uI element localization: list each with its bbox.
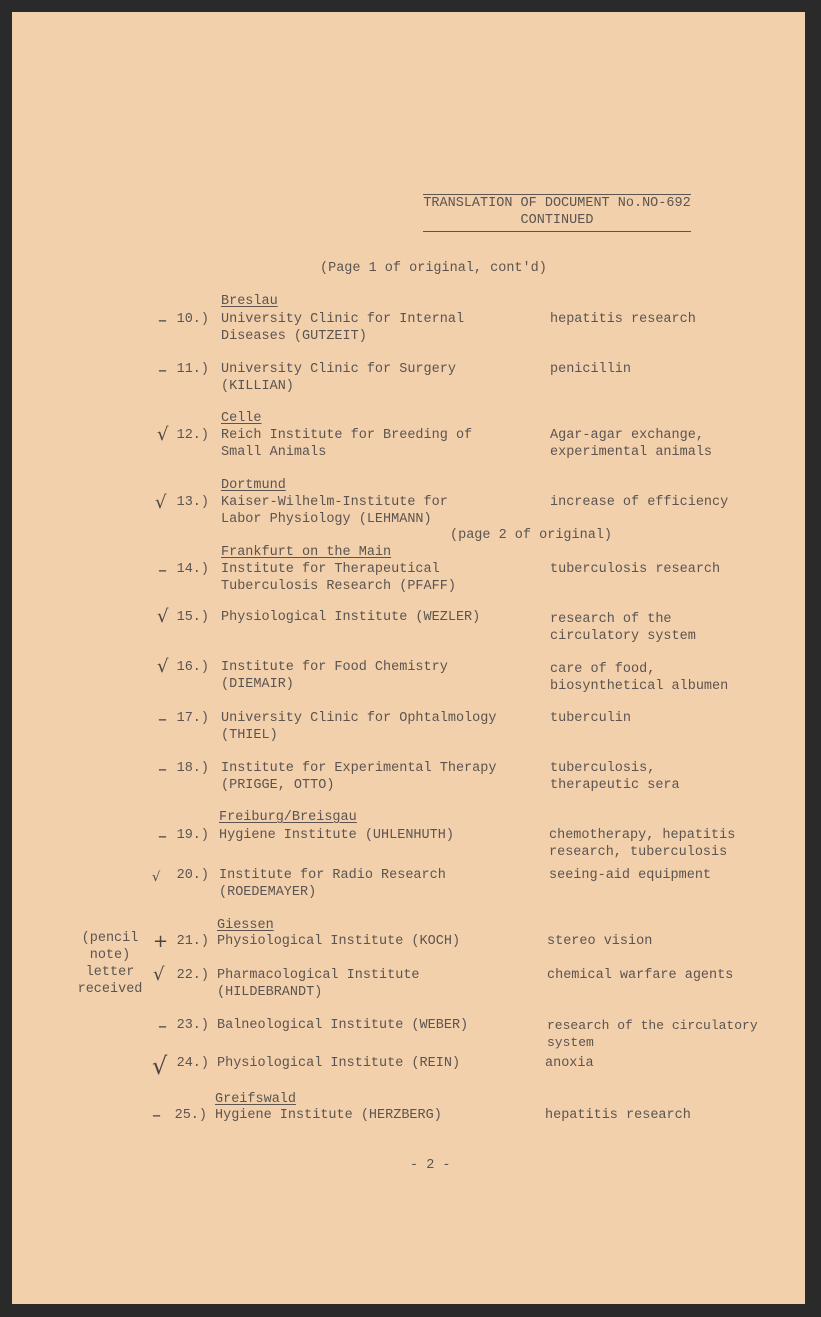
- institution-line: Physiological Institute (WEZLER): [221, 610, 481, 625]
- topic-line: therapeutic sera: [550, 777, 680, 793]
- entry-research-topic: [549, 828, 735, 861]
- entry-research-topic: [550, 312, 696, 329]
- city-heading-freiburg: Freiburg/Breisgau: [219, 810, 357, 825]
- city-heading-giessen: Giessen: [217, 918, 274, 933]
- entry-number: 12.): [176, 428, 209, 443]
- entry-mark: –: [158, 1016, 167, 1037]
- entry-number: 20.): [176, 868, 209, 883]
- entry-research-topic: [550, 761, 680, 794]
- document-page: [12, 12, 805, 1304]
- institution-line: Balneological Institute (WEBER): [217, 1018, 469, 1033]
- topic-line: hepatitis research: [545, 1108, 691, 1123]
- institution-line: Physiological Institute (KOCH): [217, 934, 461, 949]
- entry-number: 14.): [176, 562, 209, 577]
- topic-line: research, tuberculosis: [549, 844, 728, 860]
- topic-line: system: [547, 1034, 594, 1050]
- original-page-break: (page 2 of original): [450, 528, 613, 543]
- entry-number: 23.): [176, 1018, 209, 1033]
- entry-mark: √: [157, 424, 169, 445]
- institution-line: (HILDEBRANDT): [217, 984, 323, 1000]
- entry-institution: [221, 362, 456, 395]
- institution-line: Institute for Therapeutical: [221, 562, 440, 577]
- institution-line: Tuberculosis Research (PFAFF): [221, 578, 456, 594]
- entry-number: 19.): [176, 828, 209, 843]
- topic-line: hepatitis research: [550, 312, 696, 327]
- topic-line: research of the: [550, 612, 672, 627]
- document-title: TRANSLATION OF DOCUMENT No.NO-692: [423, 196, 691, 211]
- entry-number: 25.): [174, 1108, 207, 1123]
- topic-line: chemical warfare agents: [547, 968, 734, 983]
- entry-number: 13.): [176, 495, 209, 510]
- entry-research-topic: [550, 612, 696, 645]
- entry-institution: [221, 660, 448, 693]
- topic-line: care of food,: [550, 662, 656, 677]
- institution-line: Institute for Experimental Therapy: [221, 761, 497, 776]
- entry-number: 15.): [176, 610, 209, 625]
- entry-number: 17.): [176, 711, 209, 726]
- entry-research-topic: [550, 711, 631, 728]
- topic-line: anoxia: [545, 1056, 594, 1071]
- entry-mark: –: [158, 759, 167, 780]
- document-header: [417, 194, 697, 232]
- header-bottom-rule: [423, 231, 691, 232]
- institution-line: (DIEMAIR): [221, 676, 294, 692]
- institution-line: University Clinic for Surgery: [221, 362, 456, 377]
- entry-institution: [221, 610, 480, 627]
- topic-line: tuberculosis,: [550, 761, 656, 776]
- entry-research-topic: [545, 1056, 594, 1073]
- institution-line: (KILLIAN): [221, 378, 294, 394]
- entry-institution: [217, 1018, 468, 1035]
- institution-line: Labor Physiology (LEHMANN): [221, 511, 432, 527]
- entry-mark: –: [152, 1105, 161, 1126]
- institution-line: Institute for Food Chemistry: [221, 660, 448, 675]
- institution-line: (ROEDEMAYER): [219, 884, 317, 900]
- entry-mark: √: [152, 870, 161, 885]
- topic-line: circulatory system: [550, 628, 696, 644]
- institution-line: University Clinic for Internal: [221, 312, 465, 327]
- margin-note-line: note): [89, 948, 131, 963]
- city-heading-breslau: Breslau: [221, 294, 278, 309]
- entry-institution: [221, 312, 464, 345]
- topic-line: tuberculosis research: [550, 562, 721, 577]
- entry-mark: +: [153, 931, 169, 952]
- entry-mark: –: [158, 826, 167, 847]
- entry-research-topic: [550, 562, 720, 579]
- entry-mark: √: [155, 492, 167, 513]
- entry-institution: [219, 828, 454, 845]
- entry-number: 11.): [176, 362, 209, 377]
- entry-research-topic: [545, 1108, 691, 1125]
- entry-research-topic: [550, 362, 631, 379]
- entry-institution: [221, 761, 496, 794]
- margin-note-line: letter: [85, 965, 135, 980]
- institution-line: Hygiene Institute (UHLENHUTH): [219, 828, 454, 843]
- institution-line: (PRIGGE, OTTO): [221, 777, 335, 793]
- entry-research-topic: [550, 662, 728, 695]
- institution-line: (THIEL): [221, 727, 278, 743]
- entry-mark: √: [157, 606, 169, 627]
- institution-line: Physiological Institute (REIN): [217, 1056, 461, 1071]
- topic-line: Agar-agar exchange,: [550, 428, 704, 443]
- margin-note-line: received: [77, 982, 143, 997]
- page-number: - 2 -: [410, 1158, 451, 1173]
- topic-line: research of the circulatory: [547, 1018, 758, 1033]
- margin-note-line: (pencil: [81, 931, 139, 946]
- entry-research-topic: [547, 1018, 758, 1051]
- entry-number: 10.): [176, 312, 209, 327]
- institution-line: Institute for Radio Research: [219, 868, 446, 883]
- entry-institution: [217, 934, 460, 951]
- entry-research-topic: [547, 968, 733, 985]
- institution-line: Reich Institute for Breeding of: [221, 428, 473, 443]
- pencil-margin-note: [70, 930, 150, 998]
- city-heading-celle: Celle: [221, 411, 262, 426]
- entry-mark: –: [158, 560, 167, 581]
- entry-research-topic: [547, 934, 652, 951]
- entry-mark: –: [158, 709, 167, 730]
- original-page-reference: (Page 1 of original, cont'd): [320, 261, 547, 276]
- entry-institution: [221, 711, 496, 744]
- institution-line: Diseases (GUTZEIT): [221, 328, 367, 344]
- institution-line: Pharmacological Institute: [217, 968, 420, 983]
- institution-line: Hygiene Institute (HERZBERG): [215, 1108, 442, 1123]
- entry-mark: √: [152, 1052, 168, 1080]
- topic-line: experimental animals: [550, 444, 713, 460]
- entry-number: 18.): [176, 761, 209, 776]
- topic-line: stereo vision: [547, 934, 653, 949]
- institution-line: Kaiser-Wilhelm-Institute for: [221, 495, 448, 510]
- topic-line: biosynthetical albumen: [550, 678, 729, 694]
- document-subtitle: CONTINUED: [520, 213, 594, 228]
- entry-institution: [217, 1056, 460, 1073]
- entry-mark: –: [158, 310, 167, 331]
- entry-institution: [221, 495, 448, 528]
- city-heading-greifswald: Greifswald: [215, 1092, 297, 1107]
- entry-number: 24.): [176, 1056, 209, 1071]
- entry-institution: [221, 562, 456, 595]
- entry-mark: √: [157, 656, 169, 677]
- city-heading-dortmund: Dortmund: [221, 478, 286, 493]
- entry-institution: [221, 428, 472, 461]
- city-heading-frankfurt: Frankfurt on the Main: [221, 545, 392, 560]
- entry-research-topic: [549, 868, 711, 885]
- topic-line: penicillin: [550, 362, 632, 377]
- entry-mark: –: [158, 360, 167, 381]
- topic-line: tuberculin: [550, 711, 632, 726]
- entry-research-topic: [550, 428, 712, 461]
- entry-number: 16.): [176, 660, 209, 675]
- entry-institution: [215, 1108, 442, 1125]
- entry-number: 22.): [176, 968, 209, 983]
- entry-mark: √: [153, 964, 165, 985]
- entry-institution: [217, 968, 420, 1001]
- institution-line: Small Animals: [221, 444, 327, 460]
- institution-line: University Clinic for Ophtalmology: [221, 711, 497, 726]
- topic-line: chemotherapy, hepatitis: [549, 828, 736, 843]
- topic-line: seeing-aid equipment: [549, 868, 712, 883]
- entry-number: 21.): [176, 934, 209, 949]
- entry-research-topic: [550, 495, 728, 512]
- entry-institution: [219, 868, 446, 901]
- topic-line: increase of efficiency: [550, 495, 729, 510]
